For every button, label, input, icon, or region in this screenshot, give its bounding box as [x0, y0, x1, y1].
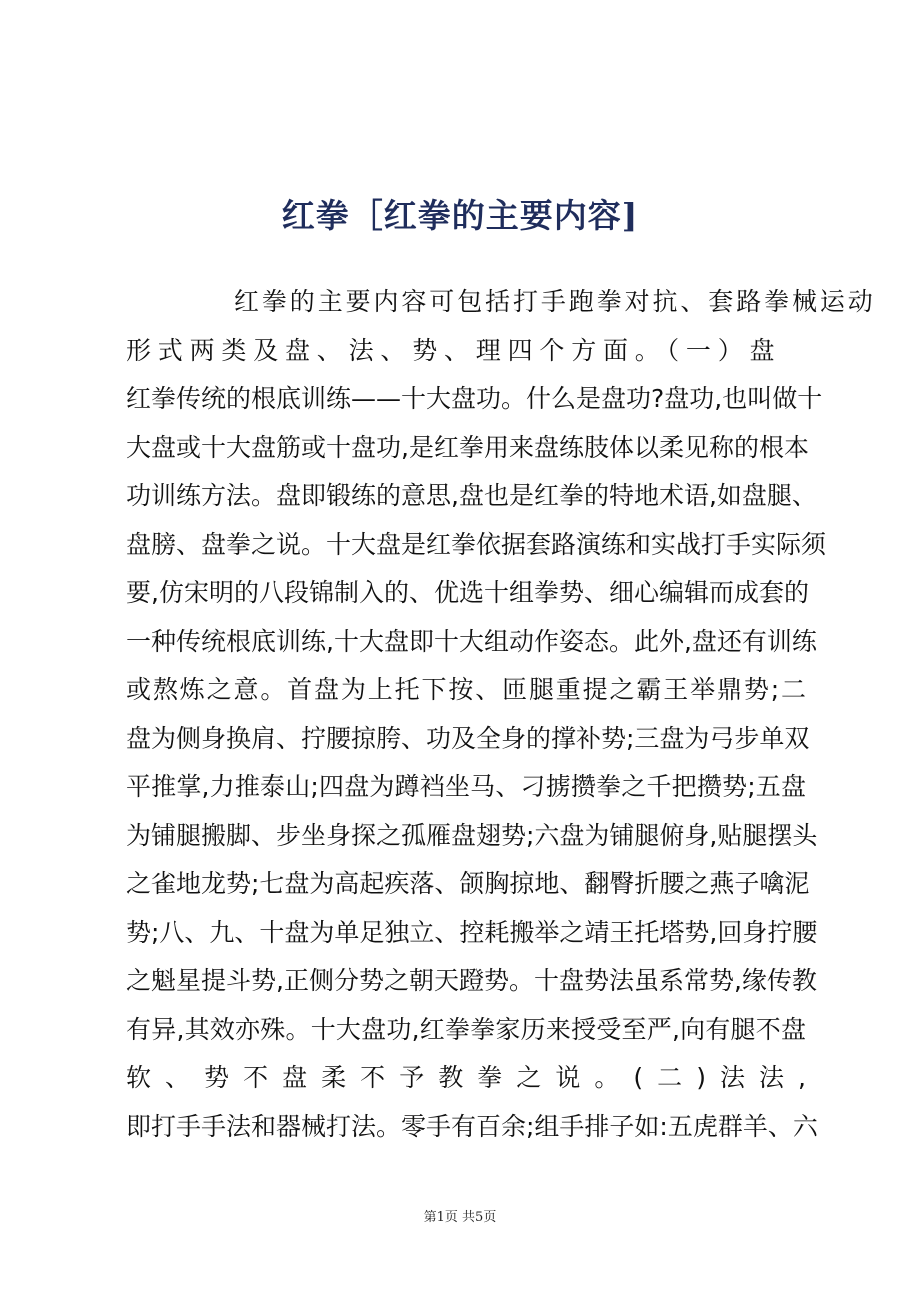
- body-line-7: 要,仿宋明的八段锦制入的、优选十组拳势、细心编辑而成套的: [126, 578, 809, 607]
- body-line-6: 盘膀、盘拳之说。十大盘是红拳依据套路演练和实战打手实际须: [126, 529, 827, 559]
- body-line-11: 平推掌,力推泰山;四盘为蹲裆坐马、刁掳攒拳之千把攒势;五盘: [126, 772, 806, 801]
- body-line-15: 之魁星提斗势,正侧分势之朝天蹬势。十盘势法虽系常势,缘传教: [126, 966, 817, 995]
- body-line-5: 功训练方法。盘即锻练的意思,盘也是红拳的特地术语,如盘腿、: [126, 481, 817, 510]
- body-line-13: 之雀地龙势;七盘为高起疾落、颌胸掠地、翻臀折腰之燕子噙泥: [126, 869, 810, 898]
- body-line-10: 盘为侧身换肩、拧腰掠胯、功及全身的撑补势;三盘为弓步单双: [126, 723, 810, 753]
- body-line-12: 为铺腿搬脚、步坐身探之孤雁盘翅势;六盘为铺腿俯身,贴腿摆头: [126, 820, 818, 850]
- body-line-16: 有异,其效亦殊。十大盘功,红拳拳家历来授受至严,向有腿不盘: [126, 1014, 806, 1044]
- body-line-8: 一种传统根底训练,十大盘即十大组动作姿态。此外,盘还有训练: [126, 626, 817, 656]
- page-footer: 第1页 共5页: [423, 1210, 497, 1225]
- document-title: 红拳［红拳的主要内容]: [281, 196, 639, 235]
- body-line-4: 大盘或十大盘筋或十盘功,是红拳用来盘练肢体以柔见称的根本: [126, 432, 809, 462]
- document-body: [126, 278, 876, 1151]
- body-line-2: [126, 327, 806, 376]
- body-line-9: 或熬炼之意。首盘为上托下按、匝腿重提之霸王举鼎势;二: [126, 675, 806, 704]
- body-line-1: 红拳的主要内容可包括打手跑拳对抗、套路拳械运动: [234, 287, 876, 316]
- body-line-14: 势;八、九、十盘为单足独立、控耗搬举之靖王托塔势,回身拧腰: [126, 917, 818, 947]
- body-line-3: 红拳传统的根底训练——十大盘功。什么是盘功?盘功,也叫做十: [126, 384, 823, 413]
- body-line-17: 软、势不盘柔不予教拳之说。(二)法法,: [126, 1063, 806, 1092]
- body-line-18: 即打手手法和器械打法。零手有百余;组手排子如:五虎群羊、六: [126, 1111, 818, 1141]
- body-line-2-text: 形式两类及盘、法、势、理四个方面。（一）盘: [126, 335, 782, 365]
